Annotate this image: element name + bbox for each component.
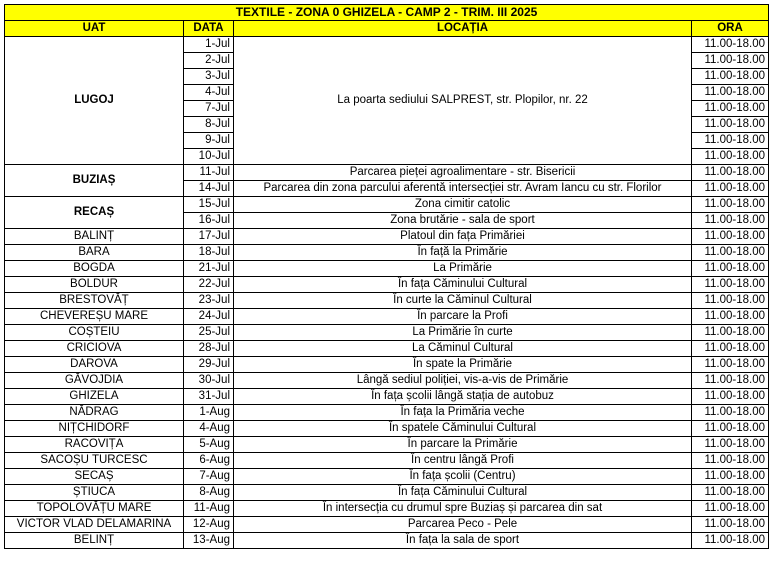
time-cell: 11.00-18.00	[692, 405, 769, 421]
time-cell: 11.00-18.00	[692, 533, 769, 549]
table-row	[5, 357, 769, 373]
time-cell: 11.00-18.00	[692, 357, 769, 373]
uat-cell: BARA	[5, 245, 184, 261]
date-cell: 31-Jul	[184, 389, 234, 405]
time-cell: 11.00-18.00	[692, 69, 769, 85]
uat-cell: COȘTEIU	[5, 325, 184, 341]
table-row	[5, 325, 769, 341]
location-cell: În intersecția cu drumul spre Buziaș și parcarea din sat	[234, 501, 692, 517]
date-cell: 25-Jul	[184, 325, 234, 341]
date-cell: 23-Jul	[184, 293, 234, 309]
location-cell: În spate la Primărie	[234, 357, 692, 373]
uat-cell: ȘTIUCA	[5, 485, 184, 501]
location-cell: La Primărie în curte	[234, 325, 692, 341]
date-cell: 24-Jul	[184, 309, 234, 325]
location-cell: În fața la sala de sport	[234, 533, 692, 549]
date-cell: 18-Jul	[184, 245, 234, 261]
uat-cell: CHEVEREȘU MARE	[5, 309, 184, 325]
date-cell: 7-Jul	[184, 101, 234, 117]
table-row	[5, 533, 769, 549]
time-cell: 11.00-18.00	[692, 149, 769, 165]
uat-cell: LUGOJ	[5, 37, 184, 165]
time-cell: 11.00-18.00	[692, 325, 769, 341]
location-cell: În fața școlii lângă stația de autobuz	[234, 389, 692, 405]
time-cell: 11.00-18.00	[692, 469, 769, 485]
time-cell: 11.00-18.00	[692, 117, 769, 133]
date-cell: 5-Aug	[184, 437, 234, 453]
time-cell: 11.00-18.00	[692, 197, 769, 213]
table-row	[5, 229, 769, 245]
location-cell: În curte la Căminul Cultural	[234, 293, 692, 309]
uat-cell: SACOȘU TURCESC	[5, 453, 184, 469]
location-cell: În față la Primărie	[234, 245, 692, 261]
uat-cell: BOLDUR	[5, 277, 184, 293]
table-row	[5, 261, 769, 277]
date-cell: 12-Aug	[184, 517, 234, 533]
time-cell: 11.00-18.00	[692, 453, 769, 469]
table-row	[5, 517, 769, 533]
uat-cell: GHIZELA	[5, 389, 184, 405]
time-cell: 11.00-18.00	[692, 501, 769, 517]
time-cell: 11.00-18.00	[692, 293, 769, 309]
schedule-table	[4, 4, 769, 549]
date-cell: 10-Jul	[184, 149, 234, 165]
time-cell: 11.00-18.00	[692, 85, 769, 101]
date-cell: 14-Jul	[184, 181, 234, 197]
date-cell: 9-Jul	[184, 133, 234, 149]
time-cell: 11.00-18.00	[692, 101, 769, 117]
uat-cell: RACOVIȚA	[5, 437, 184, 453]
table-row	[5, 341, 769, 357]
table-row	[5, 453, 769, 469]
uat-cell: BELINȚ	[5, 533, 184, 549]
header-row	[5, 21, 769, 37]
table-row	[5, 437, 769, 453]
date-cell: 8-Jul	[184, 117, 234, 133]
table-row	[5, 245, 769, 261]
date-cell: 6-Aug	[184, 453, 234, 469]
time-cell: 11.00-18.00	[692, 389, 769, 405]
uat-cell: GĂVOJDIA	[5, 373, 184, 389]
uat-cell: RECAȘ	[5, 197, 184, 229]
location-cell: Parcarea Peco - Pele	[234, 517, 692, 533]
location-cell: La Căminul Cultural	[234, 341, 692, 357]
location-cell: În fața Căminului Cultural	[234, 277, 692, 293]
uat-cell: CRICIOVA	[5, 341, 184, 357]
date-cell: 29-Jul	[184, 357, 234, 373]
date-cell: 4-Jul	[184, 85, 234, 101]
table-title: TEXTILE - ZONA 0 GHIZELA - CAMP 2 - TRIM. III 2025	[5, 5, 769, 21]
date-cell: 21-Jul	[184, 261, 234, 277]
table-row	[5, 421, 769, 437]
table-row	[5, 469, 769, 485]
uat-cell: TOPOLOVĂȚU MARE	[5, 501, 184, 517]
location-cell: În fața școlii (Centru)	[234, 469, 692, 485]
location-cell: La poarta sediului SALPREST, str. Plopilor, nr. 22	[234, 37, 692, 165]
uat-cell: VICTOR VLAD DELAMARINA	[5, 517, 184, 533]
date-cell: 17-Jul	[184, 229, 234, 245]
uat-cell: SECAȘ	[5, 469, 184, 485]
date-cell: 8-Aug	[184, 485, 234, 501]
time-cell: 11.00-18.00	[692, 437, 769, 453]
column-header-data: DATA	[184, 21, 234, 37]
date-cell: 3-Jul	[184, 69, 234, 85]
location-cell: În parcare la Primărie	[234, 437, 692, 453]
table-row	[5, 165, 769, 181]
date-cell: 4-Aug	[184, 421, 234, 437]
date-cell: 22-Jul	[184, 277, 234, 293]
title-row	[5, 5, 769, 21]
location-cell: În fața la Primăria veche	[234, 405, 692, 421]
date-cell: 7-Aug	[184, 469, 234, 485]
time-cell: 11.00-18.00	[692, 277, 769, 293]
date-cell: 13-Aug	[184, 533, 234, 549]
table-row	[5, 37, 769, 53]
uat-cell: BOGDA	[5, 261, 184, 277]
time-cell: 11.00-18.00	[692, 37, 769, 53]
time-cell: 11.00-18.00	[692, 261, 769, 277]
time-cell: 11.00-18.00	[692, 165, 769, 181]
table-row	[5, 501, 769, 517]
table-row	[5, 485, 769, 501]
table-row	[5, 405, 769, 421]
date-cell: 1-Aug	[184, 405, 234, 421]
column-header-uat: UAT	[5, 21, 184, 37]
table-row	[5, 197, 769, 213]
table-row	[5, 373, 769, 389]
time-cell: 11.00-18.00	[692, 53, 769, 69]
date-cell: 16-Jul	[184, 213, 234, 229]
table-row	[5, 277, 769, 293]
time-cell: 11.00-18.00	[692, 421, 769, 437]
location-cell: Parcarea din zona parcului aferentă intersecției str. Avram Iancu cu str. Florilor	[234, 181, 692, 197]
time-cell: 11.00-18.00	[692, 213, 769, 229]
location-cell: Platoul din fața Primăriei	[234, 229, 692, 245]
table-row	[5, 293, 769, 309]
time-cell: 11.00-18.00	[692, 373, 769, 389]
time-cell: 11.00-18.00	[692, 517, 769, 533]
uat-cell: DAROVA	[5, 357, 184, 373]
uat-cell: BRESTOVĂȚ	[5, 293, 184, 309]
date-cell: 11-Jul	[184, 165, 234, 181]
location-cell: În parcare la Profi	[234, 309, 692, 325]
uat-cell: NIȚCHIDORF	[5, 421, 184, 437]
table-row	[5, 389, 769, 405]
location-cell: La Primărie	[234, 261, 692, 277]
time-cell: 11.00-18.00	[692, 309, 769, 325]
column-header-ora: ORA	[692, 21, 769, 37]
location-cell: Zona cimitir catolic	[234, 197, 692, 213]
table-body	[5, 37, 769, 549]
uat-cell: NĂDRAG	[5, 405, 184, 421]
time-cell: 11.00-18.00	[692, 229, 769, 245]
date-cell: 11-Aug	[184, 501, 234, 517]
location-cell: Zona brutărie - sala de sport	[234, 213, 692, 229]
location-cell: Parcarea pieței agroalimentare - str. Bisericii	[234, 165, 692, 181]
location-cell: În fața Căminului Cultural	[234, 485, 692, 501]
time-cell: 11.00-18.00	[692, 133, 769, 149]
location-cell: În spatele Căminului Cultural	[234, 421, 692, 437]
date-cell: 15-Jul	[184, 197, 234, 213]
location-cell: Lângă sediul poliției, vis-a-vis de Primărie	[234, 373, 692, 389]
uat-cell: BALINȚ	[5, 229, 184, 245]
uat-cell: BUZIAȘ	[5, 165, 184, 197]
time-cell: 11.00-18.00	[692, 485, 769, 501]
date-cell: 30-Jul	[184, 373, 234, 389]
time-cell: 11.00-18.00	[692, 245, 769, 261]
date-cell: 2-Jul	[184, 53, 234, 69]
time-cell: 11.00-18.00	[692, 181, 769, 197]
location-cell: În centru lângă Profi	[234, 453, 692, 469]
table-row	[5, 309, 769, 325]
date-cell: 28-Jul	[184, 341, 234, 357]
time-cell: 11.00-18.00	[692, 341, 769, 357]
date-cell: 1-Jul	[184, 37, 234, 53]
column-header-locatia: LOCAȚIA	[234, 21, 692, 37]
